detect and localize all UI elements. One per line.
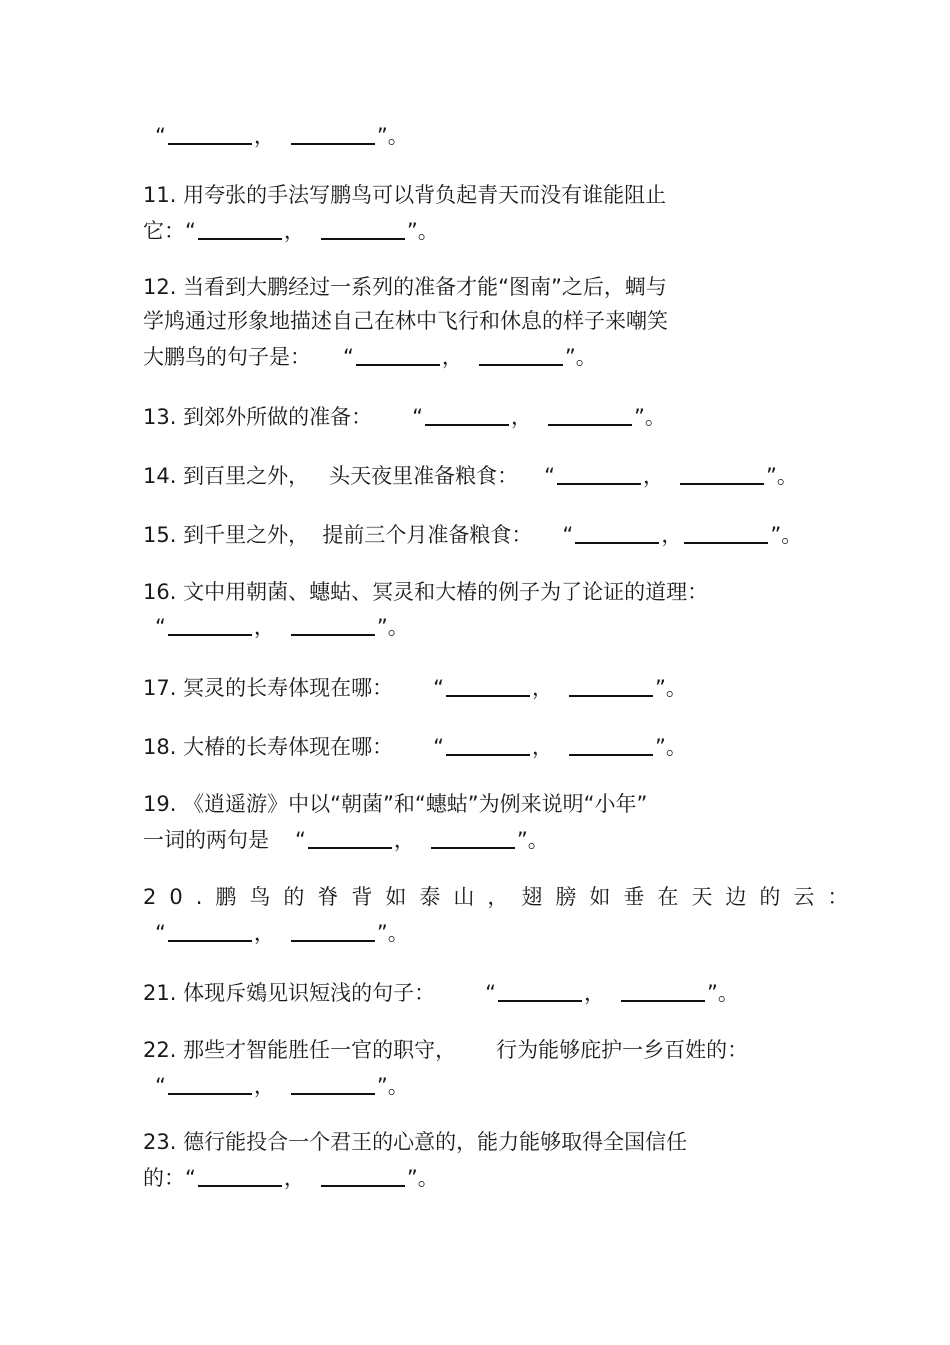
answer-blank[interactable]: [168, 123, 252, 145]
q23-text: 23. 德行能投合一个君王的心意的，能力能够取得全国信任: [143, 1130, 688, 1154]
answer-blank[interactable]: [431, 827, 515, 849]
q12-text-2: 学鸠通过形象地描述自己在林中飞行和休息的样子来嘲笑: [143, 309, 668, 333]
q16-answer-line: “ ， ”。: [155, 615, 409, 639]
q12-text-1: 12. 当看到大鹏经过一系列的准备才能“图南”之后，蜩与: [143, 275, 667, 299]
q14-line: 14. 到百里之外， 头天夜里准备粮食： “ ， ”。: [143, 464, 798, 488]
answer-blank[interactable]: [321, 218, 405, 240]
q11-text: 11. 用夸张的手法写鹏鸟可以背负起青天而没有谁能阻止: [143, 183, 667, 207]
q15-line: 15. 到千里之外， 提前三个月准备粮食： “ ， ”。: [143, 523, 803, 547]
answer-blank[interactable]: [569, 675, 653, 697]
answer-blank[interactable]: [557, 463, 641, 485]
q22-answer-line: “ ， ”。: [155, 1074, 409, 1098]
answer-blank[interactable]: [498, 980, 582, 1002]
answer-blank[interactable]: [198, 1165, 282, 1187]
q20-answer-line: “ ， ”。: [155, 921, 409, 945]
answer-blank[interactable]: [168, 614, 252, 636]
answer-blank[interactable]: [680, 463, 764, 485]
answer-blank[interactable]: [356, 344, 440, 366]
q19-text: 19. 《逍遥游》中以“朝菌”和“蟪蛄”为例来说明“小年”: [143, 792, 648, 816]
answer-blank[interactable]: [168, 920, 252, 942]
answer-blank[interactable]: [291, 920, 375, 942]
separator: ，: [253, 124, 275, 148]
answer-blank[interactable]: [321, 1165, 405, 1187]
q17-line: 17. 冥灵的长寿体现在哪： “ ， ”。: [143, 676, 687, 700]
answer-blank[interactable]: [291, 614, 375, 636]
answer-blank[interactable]: [569, 734, 653, 756]
answer-blank[interactable]: [425, 404, 509, 426]
q23-answer-line: 的：“ ， ”。: [143, 1166, 439, 1190]
answer-blank[interactable]: [684, 522, 768, 544]
close-quote: ”。: [376, 124, 409, 148]
q22-text: 22. 那些才智能胜任一官的职守， 行为能够庇护一乡百姓的：: [143, 1038, 749, 1062]
answer-blank[interactable]: [198, 218, 282, 240]
q13-line: 13. 到郊外所做的准备： “ ， ”。: [143, 405, 666, 429]
answer-blank[interactable]: [308, 827, 392, 849]
answer-blank[interactable]: [446, 734, 530, 756]
answer-blank[interactable]: [291, 123, 375, 145]
q21-line: 21. 体现斥鴳见识短浅的句子： “ ， ”。: [143, 981, 739, 1005]
answer-blank[interactable]: [446, 675, 530, 697]
answer-blank[interactable]: [291, 1073, 375, 1095]
answer-blank[interactable]: [575, 522, 659, 544]
open-quote: “: [155, 124, 166, 148]
q12-answer-line: 大鹏鸟的句子是： “ ， ”。: [143, 345, 597, 369]
answer-blank[interactable]: [168, 1073, 252, 1095]
answer-blank[interactable]: [548, 404, 632, 426]
q16-text: 16. 文中用朝菌、蟪蛄、冥灵和大椿的例子为了论证的道理：: [143, 580, 709, 604]
q11-answer-line: 它：“ ， ”。: [143, 219, 439, 243]
answer-blank[interactable]: [621, 980, 705, 1002]
answer-blank[interactable]: [479, 344, 563, 366]
q10-answer-line: [155, 123, 409, 149]
q19-answer-line: 一词的两句是 “ ， ”。: [143, 828, 549, 852]
q20-text: 20.鹏鸟的脊背如泰山，翅膀如垂在天边的云：: [143, 885, 862, 909]
q18-line: 18. 大椿的长寿体现在哪： “ ， ”。: [143, 735, 687, 759]
